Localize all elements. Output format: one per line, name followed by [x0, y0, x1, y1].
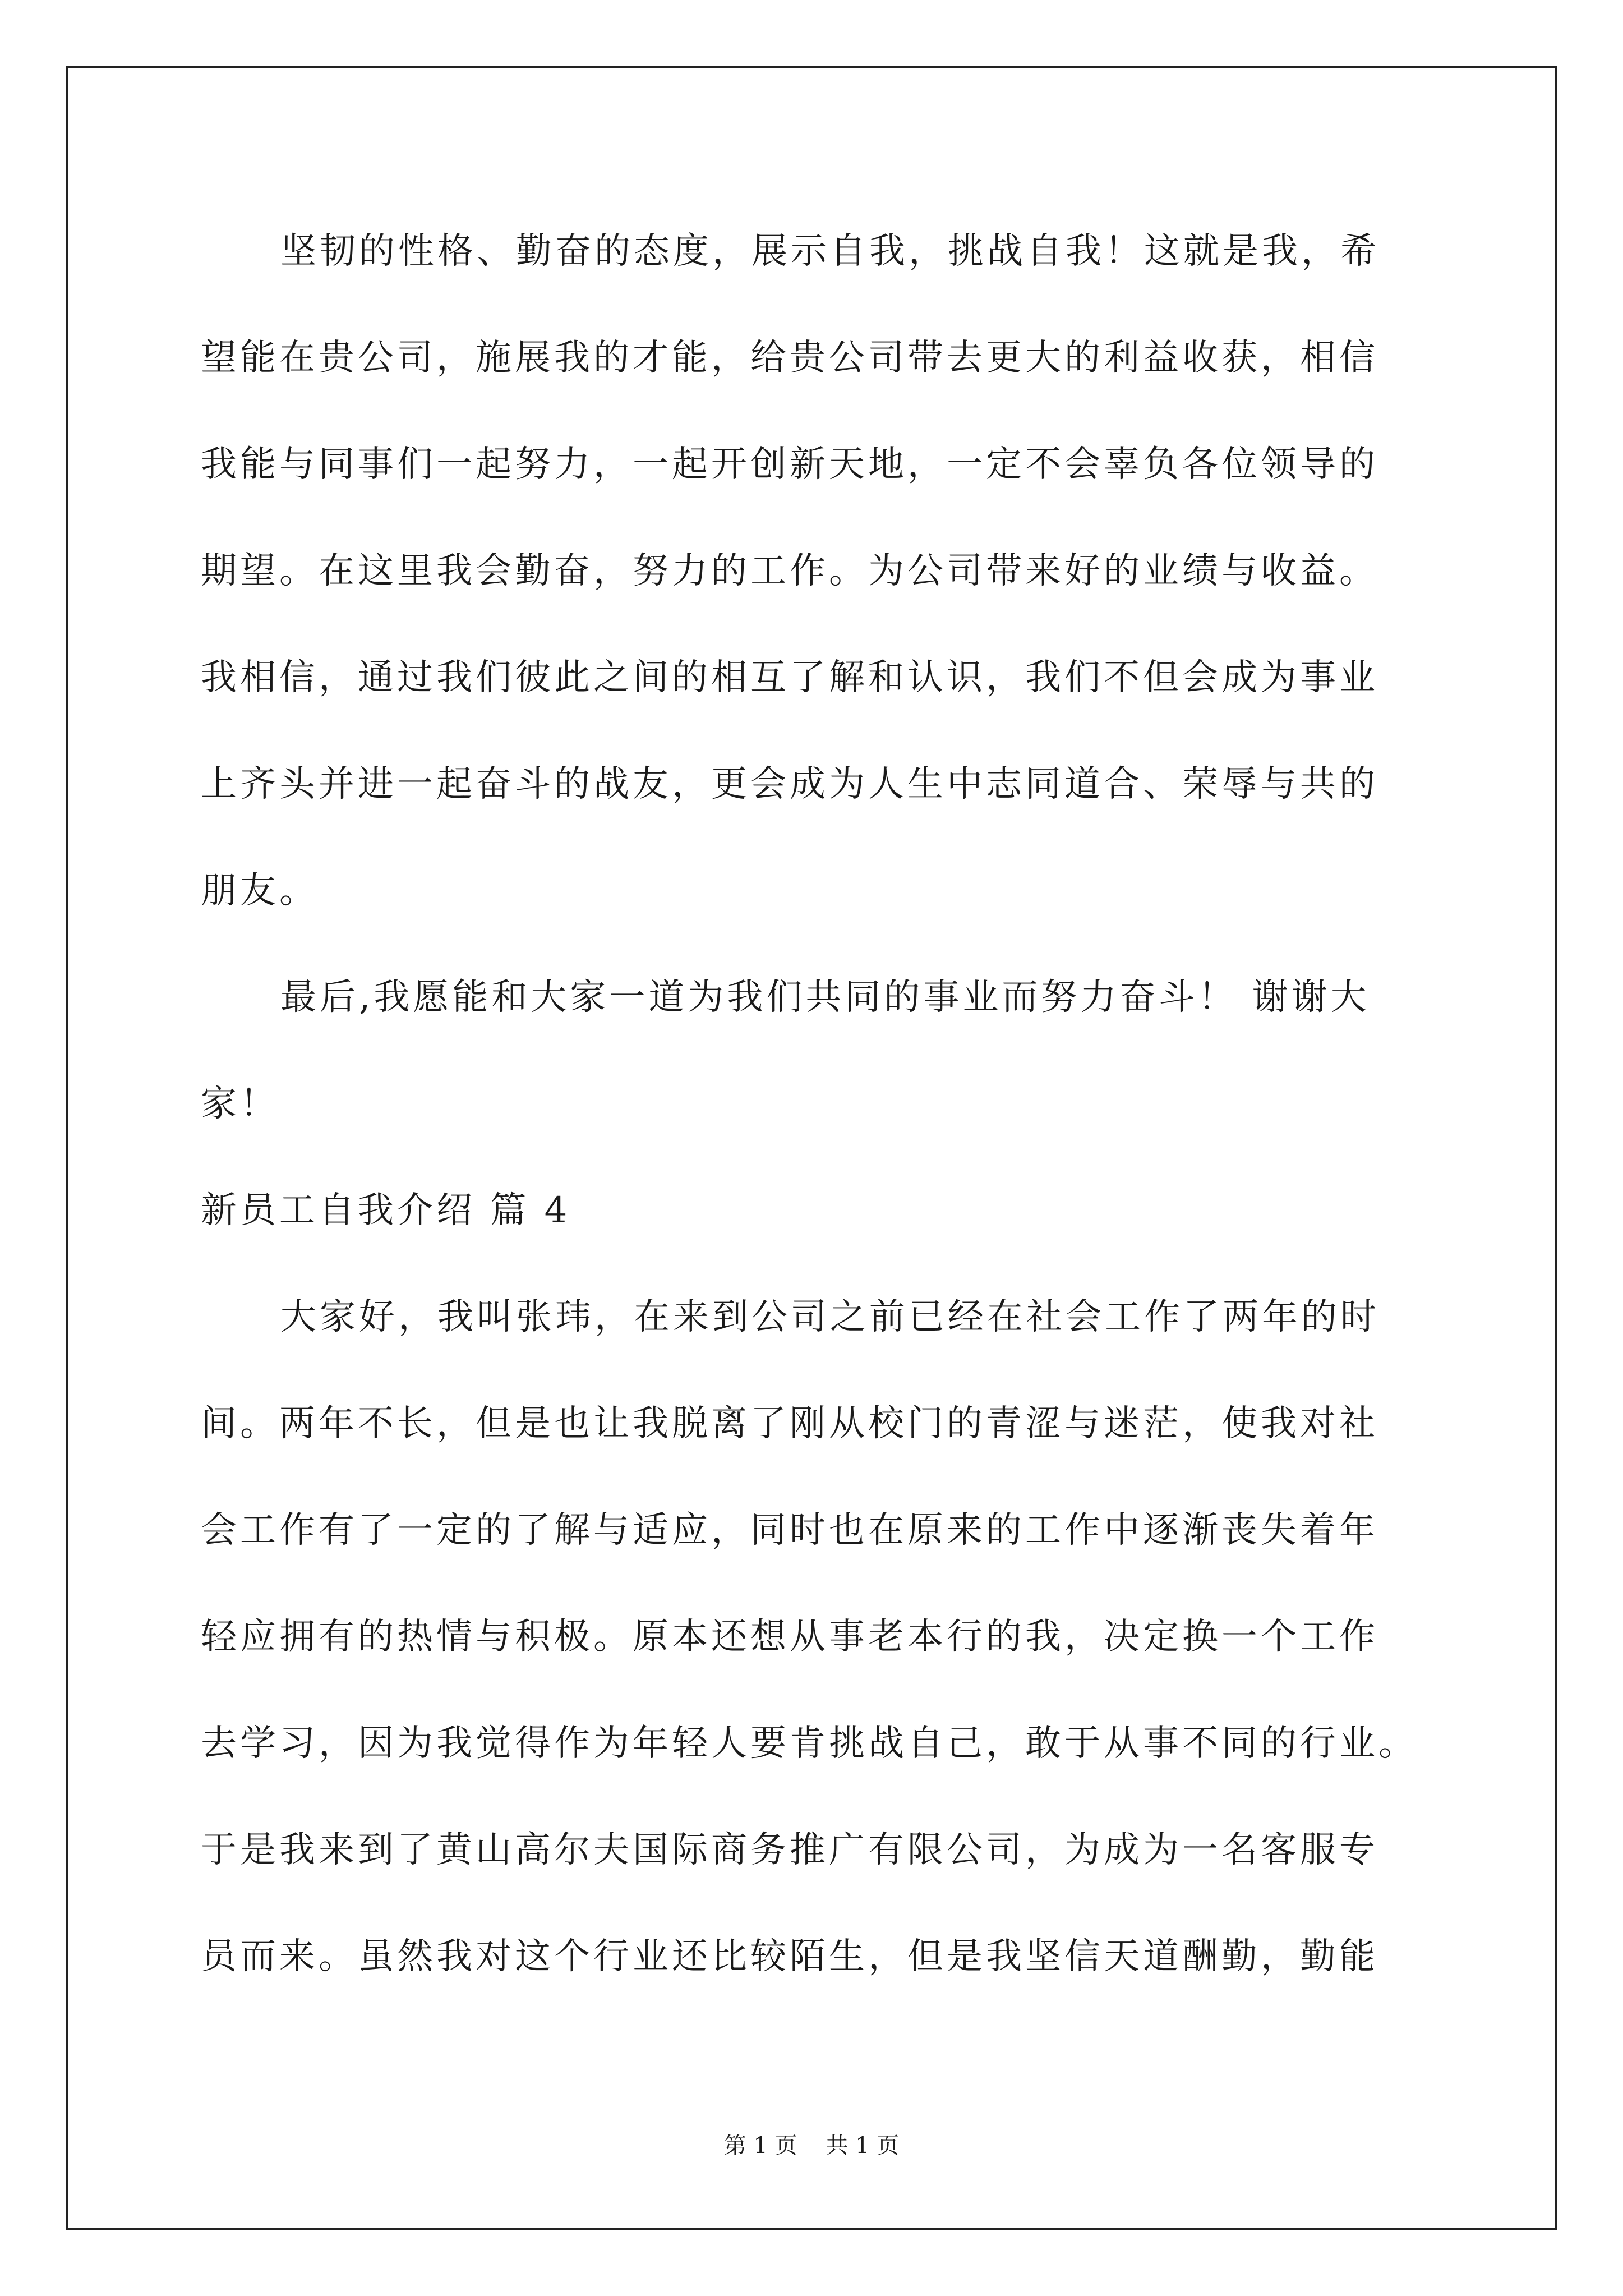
paragraph-line: 家！	[201, 1083, 279, 1125]
paragraph-line: 大家好，我叫张玮，在来到公司之前已经在社会工作了两年的时	[280, 1296, 1380, 1338]
paragraph-line: 于是我来到了黄山高尔夫国际商务推广有限公司，为成为一名客服专	[201, 1829, 1378, 1871]
page-number-footer: 第 1 页 共 1 页	[723, 2133, 900, 2159]
paragraph-line: 我能与同事们一起努力，一起开创新天地，一定不会辜负各位领导的	[201, 444, 1378, 485]
paragraph-line: 朋友。	[201, 870, 319, 912]
paragraph-line: 望能在贵公司，施展我的才能，给贵公司带去更大的利益收获，相信	[201, 337, 1378, 379]
page-border	[66, 66, 1557, 2230]
paragraph-line: 会工作有了一定的了解与适应，同时也在原来的工作中逐渐丧失着年	[201, 1510, 1378, 1551]
paragraph-line: 轻应拥有的热情与积极。原本还想从事老本行的我，决定换一个工作	[201, 1616, 1378, 1658]
paragraph-line: 员而来。虽然我对这个行业还比较陌生，但是我坚信天道酬勤，勤能	[201, 1936, 1378, 1977]
paragraph-line: 我相信，通过我们彼此之间的相互了解和认识，我们不但会成为事业	[201, 657, 1378, 698]
paragraph-line: 期望。在这里我会勤奋，努力的工作。为公司带来好的业绩与收益。	[201, 550, 1378, 592]
section-heading: 新员工自我介绍 篇 4	[201, 1190, 571, 1231]
paragraph-line: 最后,我愿能和大家一道为我们共同的事业而努力奋斗！ 谢谢大	[280, 977, 1370, 1018]
paragraph-line: 间。两年不长，但是也让我脱离了刚从校门的青涩与迷茫，使我对社	[201, 1403, 1378, 1444]
paragraph-line: 去学习，因为我觉得作为年轻人要肯挑战自己，敢于从事不同的行业。	[201, 1723, 1418, 1764]
paragraph-line: 上齐头并进一起奋斗的战友，更会成为人生中志同道合、荣辱与共的	[201, 763, 1378, 805]
paragraph-line: 坚韧的性格、勤奋的态度，展示自我，挑战自我！这就是我，希	[280, 231, 1380, 272]
